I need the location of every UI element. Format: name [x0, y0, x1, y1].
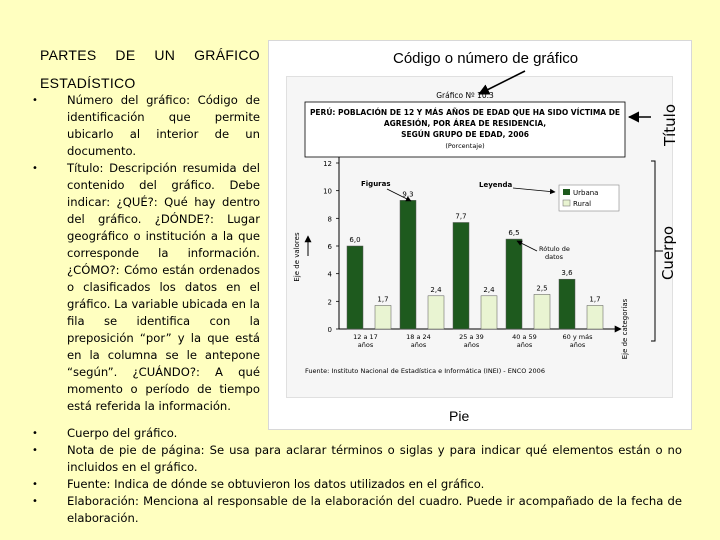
bullet-item: • Fuente: Indica de dónde se obtuvieron los datos utilizados en el gráfico. [26, 476, 682, 493]
x-tick-label: años [463, 341, 480, 349]
heading-word: DE [115, 47, 136, 63]
legend-label: Rural [573, 200, 592, 208]
legend-swatch-rural [563, 200, 570, 206]
data-label: 9,3 [402, 190, 414, 199]
bar-urbana [506, 239, 522, 329]
heading-line2: ESTADÍSTICO [40, 75, 136, 91]
heading-word: UN [154, 47, 176, 63]
title-line: AGRESIÓN, POR ÁREA DE RESIDENCIA, [383, 119, 547, 128]
graph-number: Gráfico Nº 10.3 [436, 91, 494, 100]
bar-rural [375, 305, 391, 329]
x-tick-label: años [569, 341, 586, 349]
x-tick-label: 40 a 59 [512, 333, 537, 341]
code-arrow [479, 71, 525, 94]
bar-rural [428, 296, 444, 329]
bar-rural [481, 296, 497, 329]
callout-rotulo: Rótulo de [539, 245, 570, 253]
x-tick-label: años [357, 341, 374, 349]
y-tick-label: 6 [327, 243, 332, 251]
x-axis-label: Eje de categorías [621, 298, 629, 360]
heading-word: PARTES [40, 47, 97, 63]
chart-figure [268, 40, 692, 430]
bullet-item: • Nota de pie de página: Se usa para aclarar términos o siglas y para indicar qué elementos están o no incluidos en el gráfico. [26, 442, 682, 476]
data-label: 1,7 [589, 295, 601, 304]
slide-heading [40, 47, 260, 91]
source-note: Fuente: Instituto Nacional de Estadística e Informática (INEI) - ENCO 2006 [305, 367, 545, 375]
y-tick-label: 2 [327, 298, 332, 307]
data-label: 3,6 [561, 269, 573, 278]
label-cuerpo: Cuerpo [659, 225, 677, 281]
data-label: 2,4 [483, 285, 495, 294]
y-tick-label: 8 [327, 215, 332, 224]
bar-rural [587, 305, 603, 329]
x-tick-label: 12 a 17 [353, 333, 378, 341]
bar-rural [534, 294, 550, 329]
bullet-item: • Elaboración: Menciona al responsable de la elaboración del cuadro. Puede ir acompañado de la fecha de elaboración. [26, 493, 682, 527]
bar-urbana [559, 279, 575, 329]
y-tick-label: 0 [327, 326, 332, 334]
figure-code-title: Código o número de gráfico [393, 50, 579, 67]
x-tick-label: 60 y más [562, 333, 593, 341]
left-bullet-list [26, 92, 260, 415]
legend-label: Urbana [573, 189, 599, 197]
x-tick-label: 18 a 24 [406, 333, 431, 341]
data-label: 2,5 [536, 284, 548, 293]
x-tick-label: años [410, 341, 427, 349]
bullet-item: • Título: Descripción resumida del contenido del gráfico. Debe indicar: ¿QUÉ?: Qué hay dentro del gráfico. ¿DÓNDE?: Lugar geográfico o institución a la que corresponde la información. ¿CÓMO?: Cómo están ordenados o clasificados los datos en el gráfico. La variable ubicada en la fila se identifica con la preposición “por” y la que está en la columna se le antepone “según”. ¿CUÁNDO?: A qué momento o período de tiempo está referida la información. [26, 160, 260, 415]
title-line: PERÚ: POBLACIÓN DE 12 Y MÁS AÑOS DE EDAD QUE HA SIDO VÍCTIMA DE [309, 108, 621, 117]
chart-svg [269, 41, 691, 429]
data-label: 6,0 [349, 236, 361, 244]
callout-rotulo: datos [545, 253, 564, 261]
y-tick-label: 12 [323, 160, 332, 168]
title-line: SEGÚN GRUPO DE EDAD, 2006 [401, 130, 529, 139]
y-axis-label: Eje de valores [293, 232, 301, 282]
x-tick-label: 25 a 39 [459, 333, 484, 341]
callout-leyenda: Leyenda [479, 181, 513, 189]
data-label: 1,7 [377, 295, 389, 304]
pie-label: Pie [449, 408, 470, 424]
chart-legend [559, 185, 619, 211]
heading-word: GRÁFICO [194, 47, 260, 63]
bar-urbana [400, 200, 416, 329]
bottom-bullet-list [26, 425, 682, 527]
x-tick-label: años [516, 341, 533, 349]
y-tick-label: 10 [323, 187, 332, 196]
callout-figuras: Figuras [361, 180, 391, 188]
y-tick-label: 4 [327, 270, 332, 279]
bar-urbana [347, 246, 363, 329]
data-label: 2,4 [430, 285, 442, 294]
bar-urbana [453, 222, 469, 329]
data-label: 7,7 [455, 212, 467, 221]
legend-swatch-urbana [563, 189, 570, 195]
bullet-item: • Cuerpo del gráfico. [26, 425, 682, 442]
data-label: 6,5 [508, 229, 520, 238]
label-titulo: Título [661, 103, 679, 147]
title-line: (Porcentaje) [445, 142, 485, 150]
bullet-item: • Número del gráfico: Código de identificación que permite ubicarlo al interior de un documento. [26, 92, 260, 160]
